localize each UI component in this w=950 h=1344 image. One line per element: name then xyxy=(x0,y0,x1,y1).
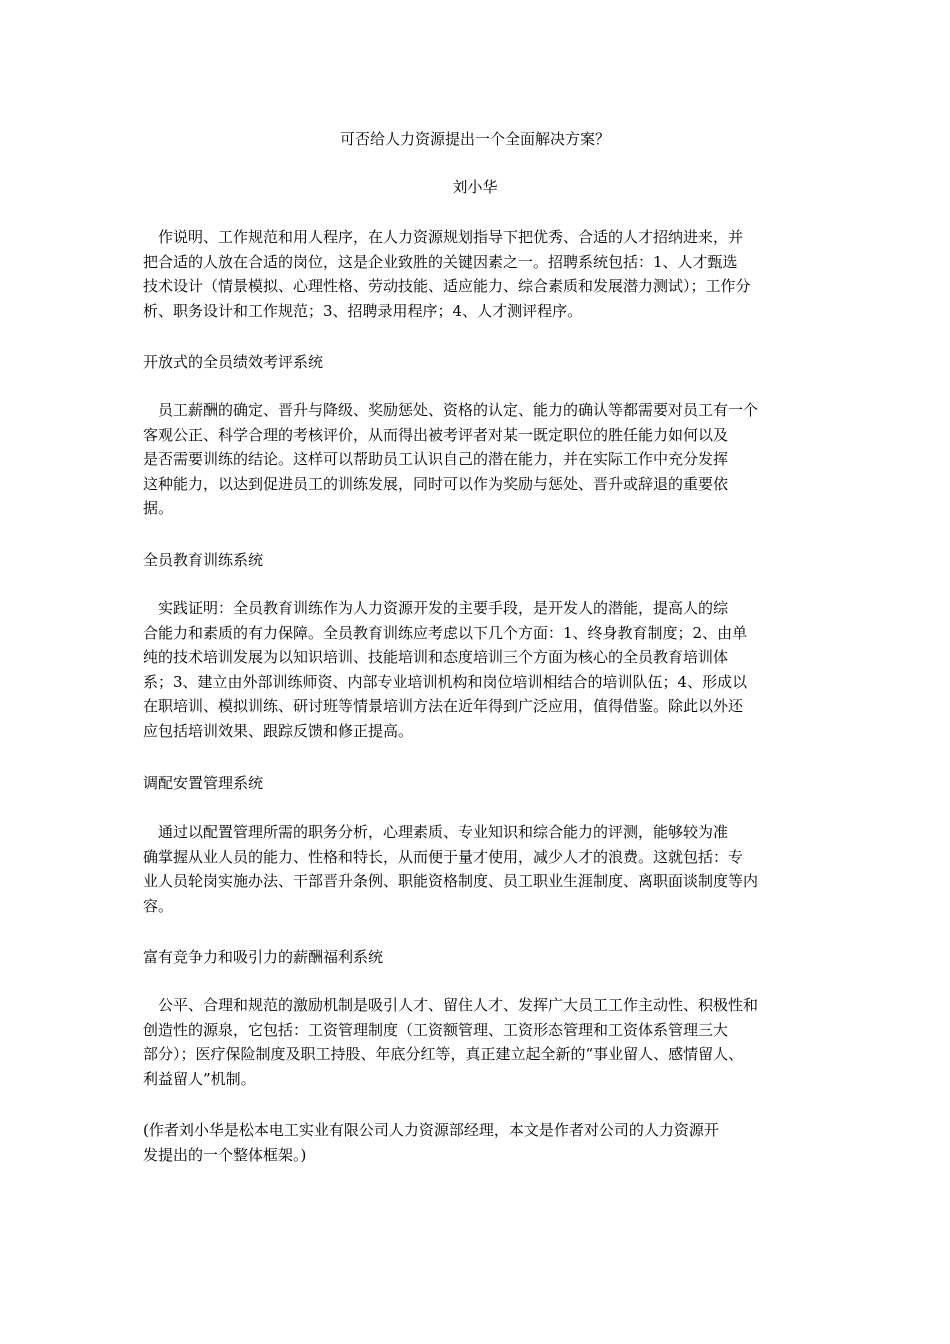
paragraph-line: 技术设计（情景模拟、心理性格、劳动技能、适应能力、综合素质和发展潜力测试）；工作分 xyxy=(143,277,751,295)
section-heading-compensation: 富有竞争力和吸引力的薪酬福利系统 xyxy=(143,948,384,966)
paragraph-line: 利益留人”机制。 xyxy=(143,1069,256,1088)
paragraph-line: 这种能力，以达到促进员工的训练发展，同时可以作为奖励与惩处、晋升或辞退的重要依 xyxy=(143,474,729,493)
paragraph-line: 纯的技术培训发展为以知识培训、技能培训和态度培训三个方面为核心的全员教育培训体 xyxy=(143,648,729,666)
paragraph-line: 是否需要训练的结论。这样可以帮助员工认识自己的潜在能力，并在实际工作中充分发挥 xyxy=(143,450,729,468)
intro-paragraph xyxy=(143,225,815,323)
paragraph-line: 据。 xyxy=(143,499,174,517)
section-paragraph-compensation xyxy=(143,993,815,1091)
paragraph-line: 析、职务设计和工作规范；3、招聘录用程序；4、人才测评程序。 xyxy=(143,301,583,320)
section-paragraph-placement xyxy=(143,820,815,918)
paragraph-line: 创造性的源泉，它包括：工资管理制度（工资额管理、工资形态管理和工资体系管理三大 xyxy=(143,1020,729,1039)
paragraph-line: 确掌握从业人员的能力、性格和特长，从而便于量才使用，减少人才的浪费。这就包括：专 xyxy=(143,847,744,866)
author-footnote xyxy=(143,1118,815,1167)
paragraph-line: 把合适的人放在合适的岗位，这是企业致胜的关键因素之一。招聘系统包括：1、人才甄选 xyxy=(143,252,738,271)
section-paragraph-training xyxy=(143,596,815,743)
section-paragraph-performance xyxy=(143,398,815,521)
author-name: 刘小华 xyxy=(452,178,498,196)
paragraph-line: 客观公正、科学合理的考核评价，从而得出被考评者对某一既定职位的胜任能力如何以及 xyxy=(143,425,729,444)
paragraph-line: 员工薪酬的确定、晋升与降级、奖励惩处、资格的认定、能力的确认等都需要对员工有一个 xyxy=(143,401,759,419)
paragraph-line: 系；3、建立由外部训练师资、内部专业培训机构和岗位培训相结合的培训队伍；4、形成以 xyxy=(143,672,748,691)
section-heading-performance: 开放式的全员绩效考评系统 xyxy=(143,353,324,371)
paragraph-line: 公平、合理和规范的激励机制是吸引人才、留住人才、发挥广大员工工作主动性、积极性和 xyxy=(143,996,759,1014)
section-heading-placement: 调配安置管理系统 xyxy=(143,774,264,792)
paragraph-line: 作说明、工作规范和用人程序，在人力资源规划指导下把优秀、合适的人才招纳进来，并 xyxy=(143,228,744,246)
paragraph-line: 通过以配置管理所需的职务分析，心理素质、专业知识和综合能力的评测，能够较为准 xyxy=(143,823,729,841)
paragraph-line: 合能力和素质的有力保障。全员教育训练应考虑以下几个方面：1、终身教育制度；2、由单 xyxy=(143,623,748,642)
footnote-line: 发提出的一个整体框架。) xyxy=(143,1145,307,1164)
section-heading-training: 全员教育训练系统 xyxy=(143,551,264,569)
paragraph-line: 应包括培训效果、跟踪反馈和修正提高。 xyxy=(143,721,414,740)
paragraph-line: 业人员轮岗实施办法、干部晋升条例、职能资格制度、员工职业生涯制度、离职面谈制度等内 xyxy=(143,872,759,890)
paragraph-line: 实践证明：全员教育训练作为人力资源开发的主要手段，是开发人的潜能，提高人的综 xyxy=(143,599,729,617)
document-title: 可否给人力资源提出一个全面解决方案？ xyxy=(339,130,610,148)
paragraph-line: 部分）；医疗保险制度及职工持股、年底分红等，真正建立起全新的“事业留人、感情留人、 xyxy=(143,1045,744,1063)
paragraph-line: 容。 xyxy=(143,896,174,915)
paragraph-line: 在职培训、模拟训练、研讨班等情景培训方法在近年得到广泛应用，值得借鉴。除此以外还 xyxy=(143,697,744,715)
footnote-line: (作者刘小华是松本电工实业有限公司人力资源部经理，本文是作者对公司的人力资源开 xyxy=(143,1121,719,1139)
